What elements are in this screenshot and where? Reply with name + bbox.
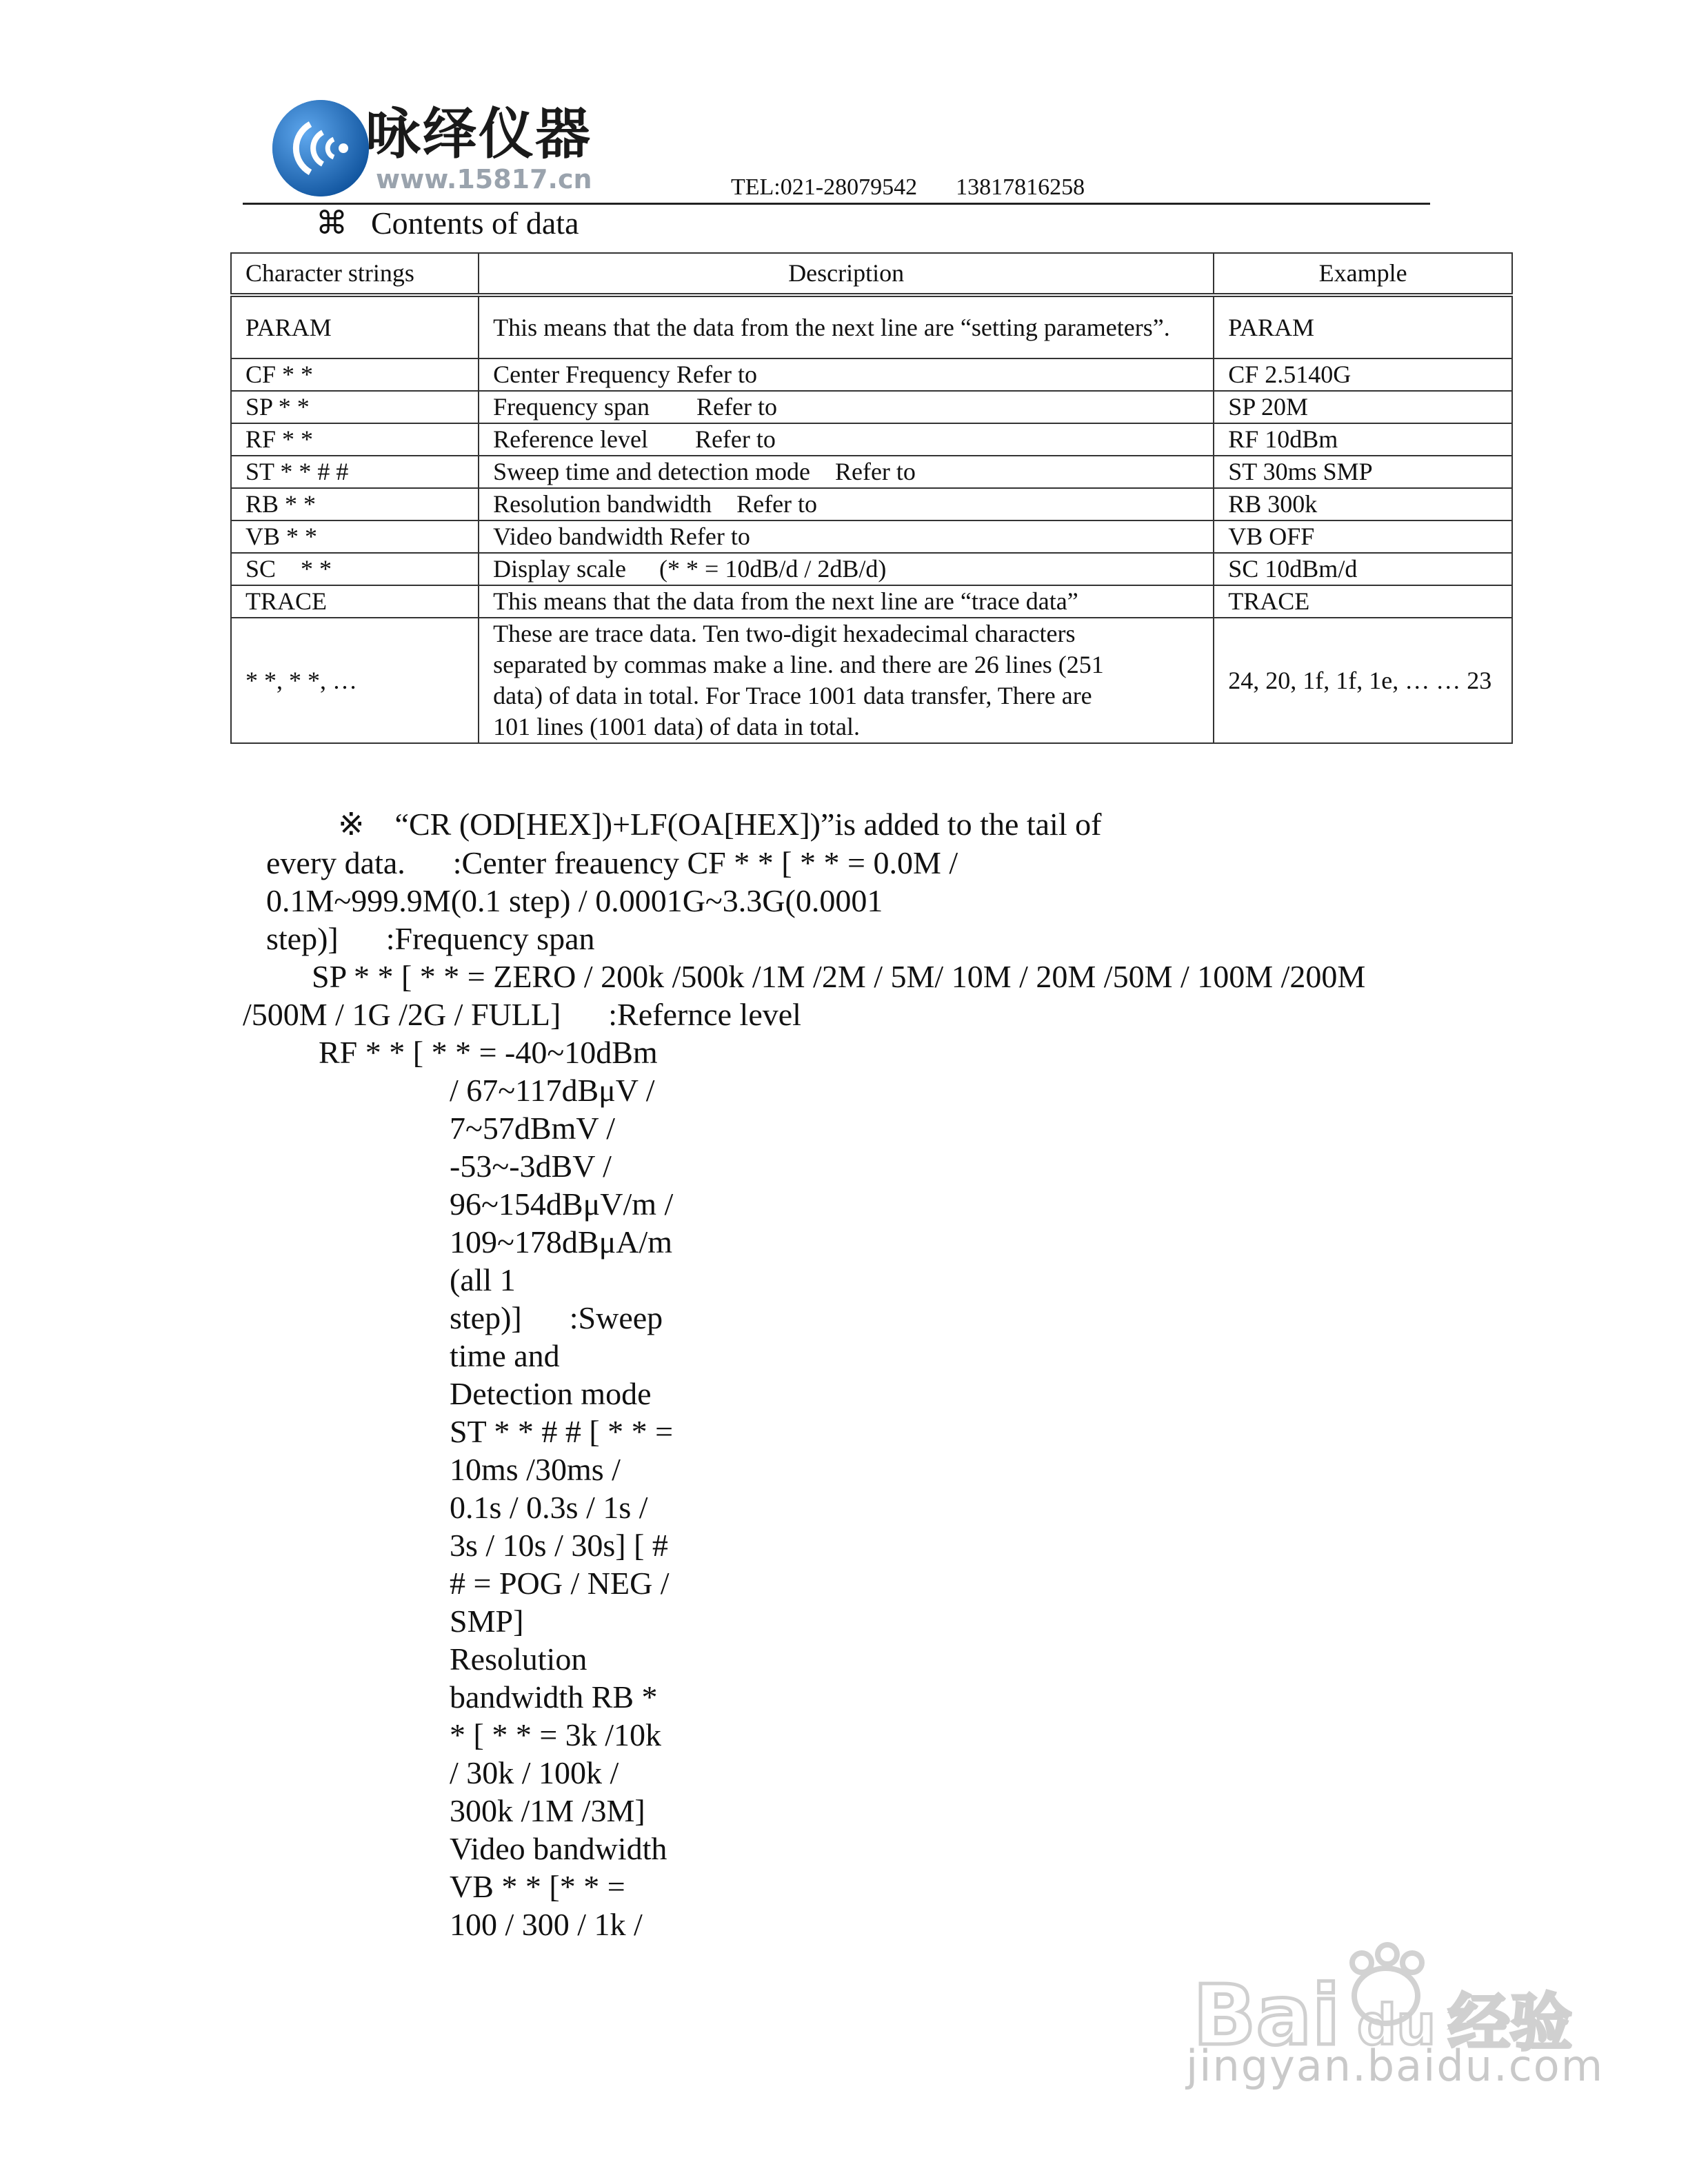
cell-code: ST * * # # [231, 456, 479, 488]
svg-text:Bai: Bai [1193, 1968, 1340, 2064]
desc-ref: Refer to [834, 458, 916, 485]
desc-line: 101 lines (1001 data) of data in total. [493, 713, 860, 740]
body-line: RF * * [ * * = -40~10dBm [319, 1035, 658, 1070]
cell-description [479, 391, 1214, 423]
column-line: / 30k / 100k / [450, 1755, 619, 1790]
column-line: Detection mode [450, 1376, 652, 1411]
svg-text:du: du [1357, 1993, 1436, 2057]
body-line: SP * * [ * * = ZERO / 200k /500k /1M /2M / 5M/ 10M / 20M /50M / 100M /200M [312, 959, 1366, 994]
cell-example: ST 30ms SMP [1214, 456, 1512, 488]
column-line: step)] :Sweep [450, 1300, 663, 1335]
cell-description [479, 456, 1214, 488]
tel-number: TEL:021-28079542 [731, 174, 918, 200]
column-line: 300k /1M /3M] [450, 1793, 645, 1828]
cell-example: CF 2.5140G [1214, 358, 1512, 391]
brand-name: 咏绎仪器 [365, 102, 592, 166]
table-row [231, 553, 1512, 585]
column-line: 3s / 10s / 30s] [ # [450, 1528, 668, 1563]
desc-ref: (* * = 10dB/d / 2dB/d) [659, 555, 887, 583]
cell-description: Center Frequency Refer to [479, 358, 1214, 391]
cell-code: TRACE [231, 585, 479, 618]
desc-ref: Refer to [736, 490, 818, 518]
column-line: Resolution [450, 1641, 587, 1677]
header-example: Example [1214, 253, 1512, 295]
column-line: time and [450, 1338, 560, 1373]
table-row [231, 585, 1512, 618]
header-character-strings: Character strings [231, 253, 479, 295]
command-symbol-icon: ⌘ [316, 205, 348, 241]
body-line: step)] :Frequency span [266, 921, 595, 956]
column-line: SMP] [450, 1604, 524, 1639]
column-line: Video bandwidth [450, 1831, 667, 1866]
column-line: ST * * # # [ * * = [450, 1414, 674, 1449]
cell-description [479, 553, 1214, 585]
body-line: every data. :Center freauency CF * * [ * * = 0.0M / [266, 845, 958, 880]
cell-example: 24, 20, 1f, 1f, 1e, … … 23 [1214, 618, 1512, 743]
table-row [231, 358, 1512, 391]
desc-line: These are trace data. Ten two-digit hexadecimal characters [493, 620, 1076, 647]
column-line: # = POG / NEG / [450, 1566, 670, 1601]
cell-example: RB 300k [1214, 488, 1512, 520]
cell-code: * *, * *, … [231, 618, 479, 743]
column-line: (all 1 [450, 1262, 516, 1297]
cell-code: SP * * [231, 391, 479, 423]
cell-example: TRACE [1214, 585, 1512, 618]
table-row [231, 456, 1512, 488]
cell-example: SC 10dBm/d [1214, 553, 1512, 585]
cell-description: This means that the data from the next line are “trace data” [479, 585, 1214, 618]
cell-description [479, 618, 1214, 743]
table-header-row [231, 253, 1512, 295]
column-line: * [ * * = 3k /10k [450, 1717, 662, 1752]
cell-code: VB * * [231, 520, 479, 553]
header-description: Description [479, 253, 1214, 295]
note-line [338, 805, 1101, 843]
column-line: 10ms /30ms / [450, 1452, 621, 1487]
cell-code: RB * * [231, 488, 479, 520]
column-line: 0.1s / 0.3s / 1s / [450, 1490, 648, 1525]
table-row [231, 520, 1512, 553]
cell-description: Video bandwidth Refer to [479, 520, 1214, 553]
body-line: 0.1M~999.9M(0.1 step) / 0.0001G~3.3G(0.0001 [266, 883, 883, 918]
column-line: / 67~117dBμV / [450, 1073, 655, 1108]
table-row [231, 618, 1512, 743]
cell-description: This means that the data from the next line are “setting parameters”. [479, 295, 1214, 358]
note-symbol-icon: ※ [338, 807, 365, 842]
cell-example: VB OFF [1214, 520, 1512, 553]
watermark-url: jingyan.baidu.com [1186, 2041, 1605, 2091]
cell-code: CF * * [231, 358, 479, 391]
column-line: 96~154dBμV/m / [450, 1186, 674, 1222]
column-line: bandwidth RB * [450, 1679, 658, 1715]
cell-code: RF * * [231, 423, 479, 456]
desc-text: Sweep time and detection mode [493, 458, 810, 485]
desc-ref: Refer to [694, 425, 776, 453]
data-contents-table [230, 252, 1513, 744]
mobile-number: 13817816258 [956, 174, 1085, 200]
column-line: 7~57dBmV / [450, 1111, 616, 1146]
desc-text: Display scale [493, 555, 627, 583]
table-row [231, 391, 1512, 423]
cell-example: SP 20M [1214, 391, 1512, 423]
column-line: 109~178dBμA/m [450, 1224, 673, 1260]
column-line: VB * * [* * = [450, 1869, 625, 1904]
table-row [231, 295, 1512, 358]
desc-ref: Refer to [696, 393, 777, 421]
cell-code: PARAM [231, 295, 479, 358]
cell-description [479, 423, 1214, 456]
table-row [231, 488, 1512, 520]
cell-code: SC * * [231, 553, 479, 585]
desc-line: separated by commas make a line. and there are 26 lines (251 [493, 651, 1104, 678]
narrow-column-text [450, 1071, 673, 1943]
section-title: Contents of data [371, 205, 579, 241]
desc-text: Frequency span [493, 393, 650, 421]
brand-url: www.15817.cn [376, 164, 592, 194]
body-line: /500M / 1G /2G / FULL] :Refernce level [243, 997, 801, 1032]
desc-text: Reference level [493, 425, 648, 453]
table-row [231, 423, 1512, 456]
column-line: -53~-3dBV / [450, 1149, 612, 1184]
cell-description [479, 488, 1214, 520]
section-heading [316, 204, 579, 243]
cell-example: PARAM [1214, 295, 1512, 358]
contact-line [731, 174, 1085, 201]
desc-text: Resolution bandwidth [493, 490, 712, 518]
svg-text:经验: 经验 [1448, 1987, 1572, 2059]
cell-example: RF 10dBm [1214, 423, 1512, 456]
desc-line: data) of data in total. For Trace 1001 data transfer, There are [493, 682, 1092, 709]
note-text: “CR (OD[HEX])+LF(OA[HEX])”is added to the tail of [394, 807, 1102, 842]
column-line: 100 / 300 / 1k / [450, 1907, 643, 1942]
